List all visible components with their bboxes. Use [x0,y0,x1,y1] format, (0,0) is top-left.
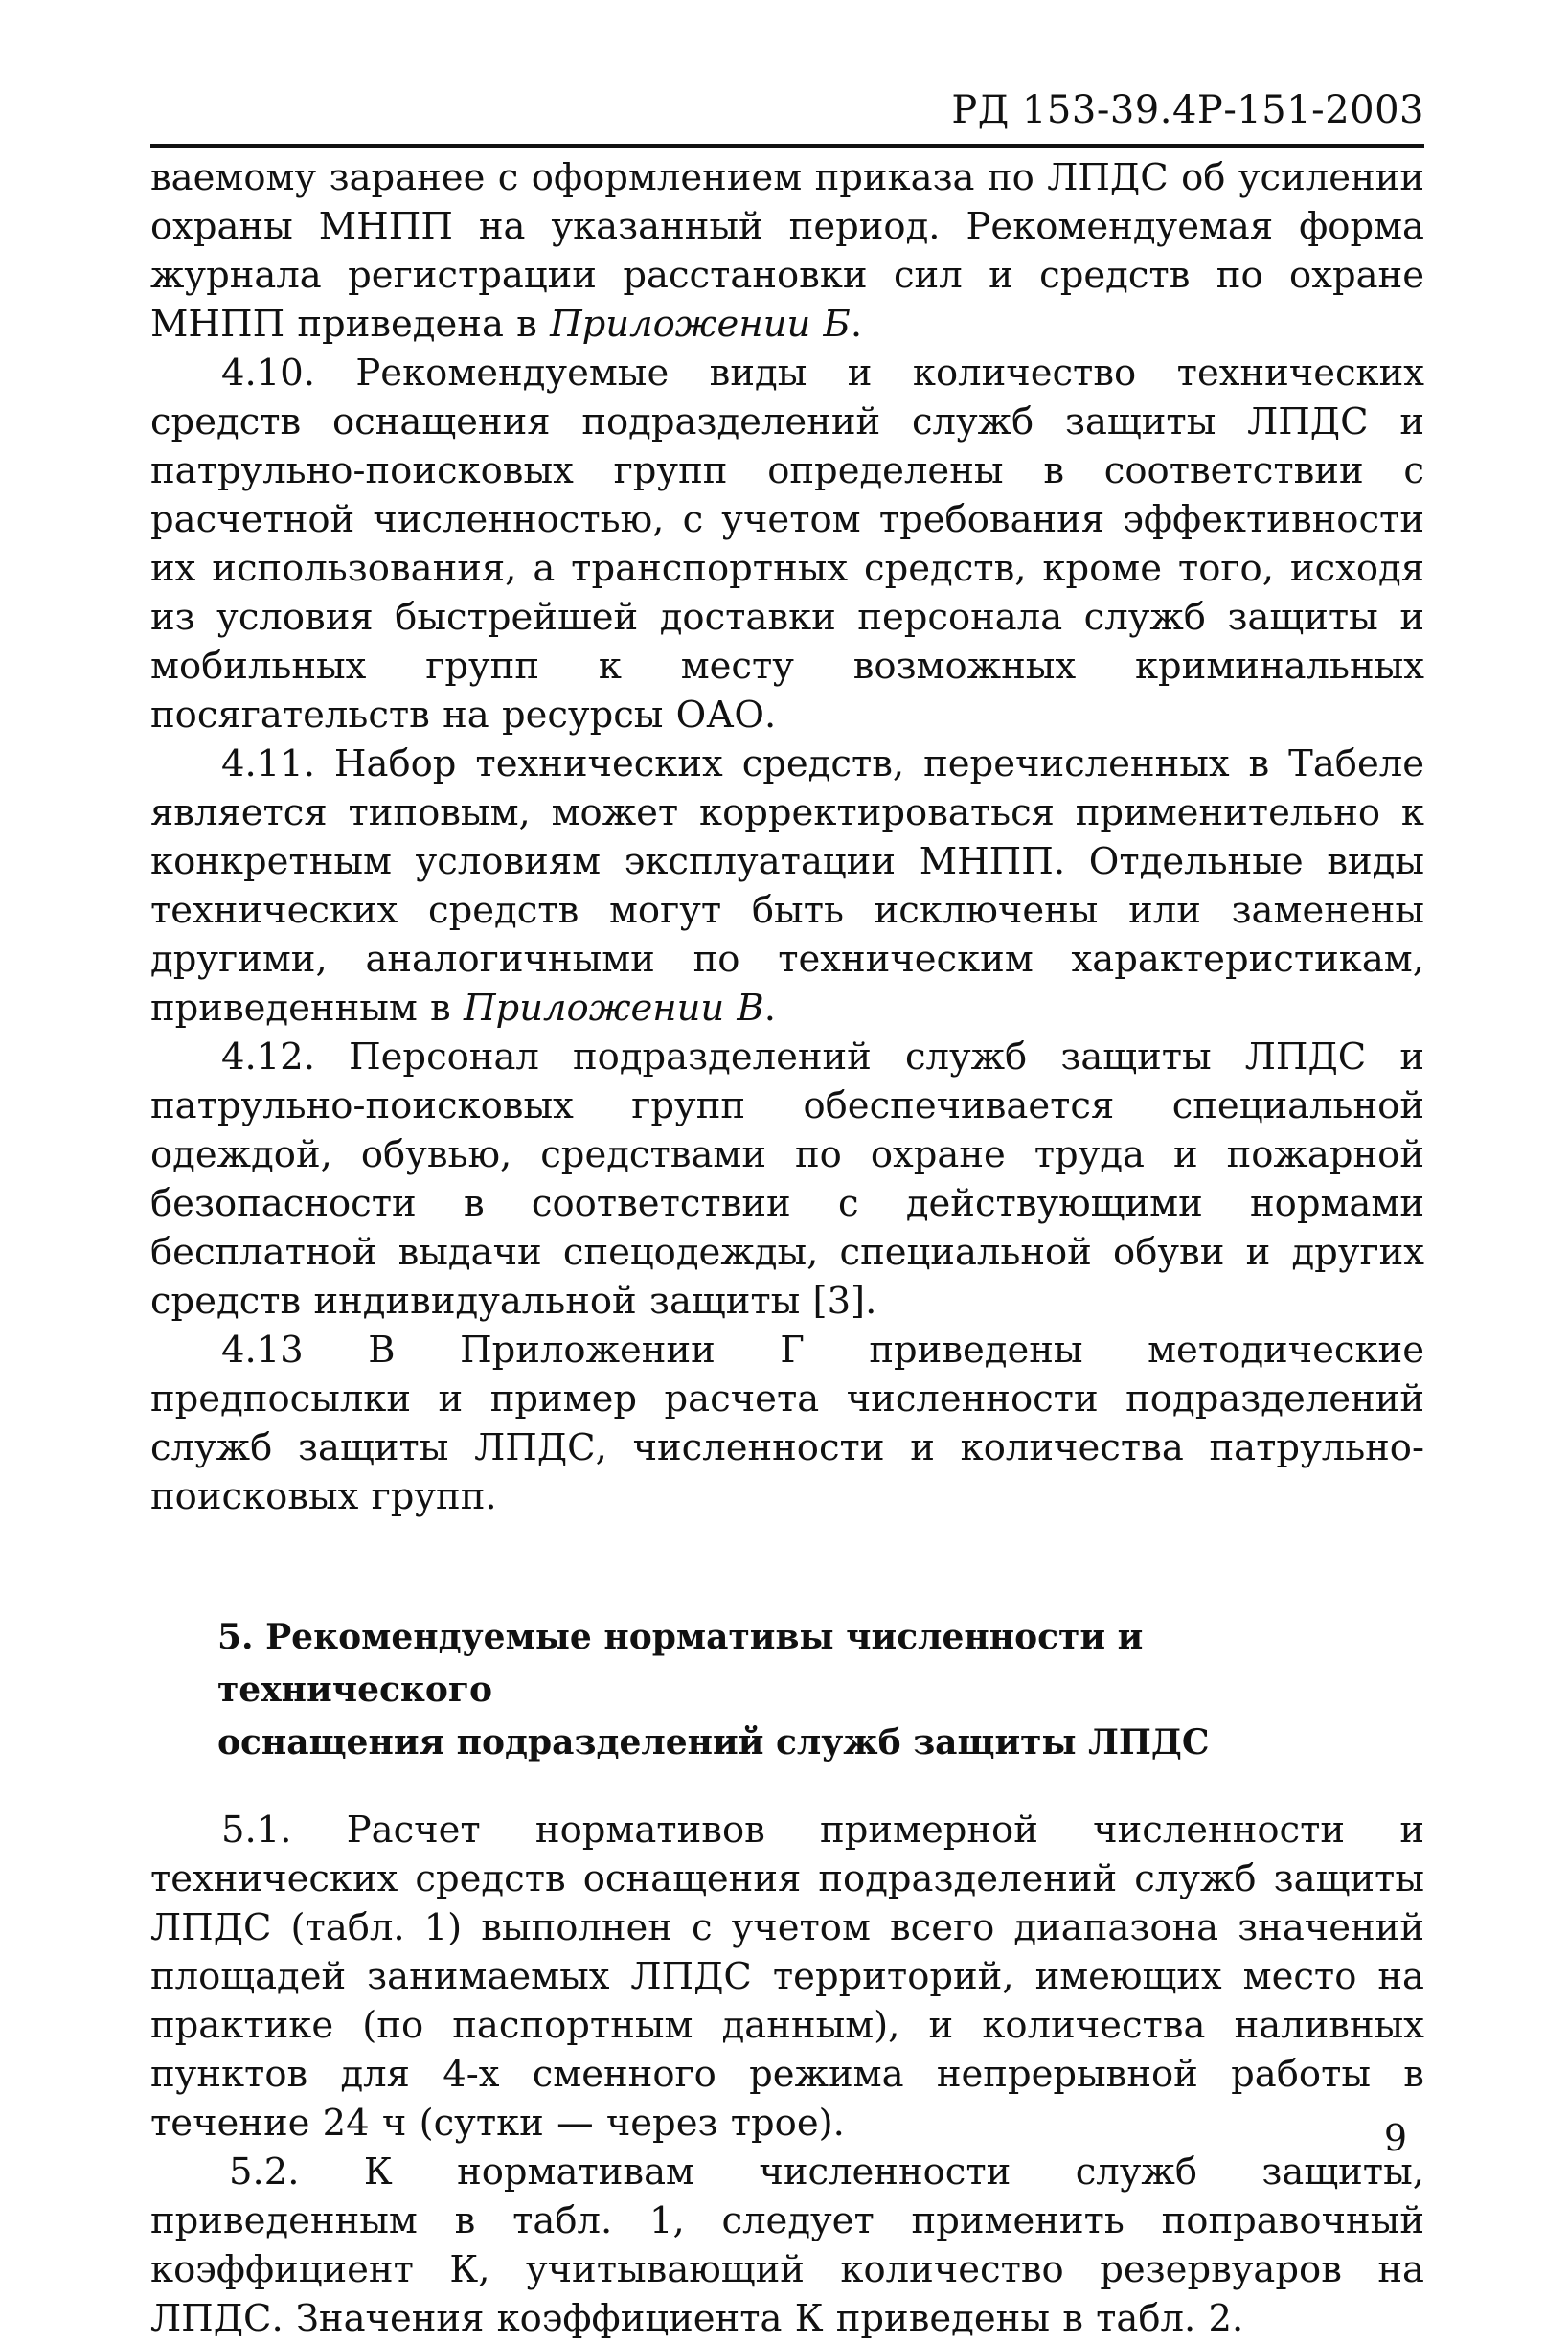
paragraph-continuation [150,153,1424,349]
heading-spacer [150,1769,1424,1806]
paragraph-5-1: 5.1. Расчет нормативов примерной численности и технических средств оснащения подразделений служб защиты ЛПДС (табл. 1) выполнен с учетом всего диапазона значений площадей занимаемых ЛПДС территорий, имеющих место на практике (по паспортным данным), и количества наливных пунктов для 4-х сменного режима непрерывной работы в течение 24 ч (сутки — через трое). [150,1808,1424,2145]
paragraph-4-11-end: . [763,987,776,1030]
section-5-heading [217,1611,1424,1769]
document-code: РД 153-39.4Р-151-2003 [951,88,1424,132]
page-body [150,153,1424,2343]
section-5-heading-line-2: оснащения подразделений служб защиты ЛПДС [217,1722,1210,1763]
paragraph-4-10: 4.10. Рекомендуемые виды и количество технических средств оснащения подразделений служб защиты ЛПДС и патрульно-поисковых групп определены в соответствии с расчетной численностью, с учетом требования эффективности их использования, а транспортных средств, кроме того, исходя из условия быстрейшей доставки персонала служб защиты и мобильных групп к месту возможных криминальных посягательств на ресурсы ОАО. [150,352,1424,737]
section-5-heading-line-1: 5. Рекомендуемые нормативы численности и технического [217,1617,1144,1710]
paragraph-4-12: 4.12. Персонал подразделений служб защиты ЛПДС и патрульно-поисковых групп обеспечивается специальной одеждой, обувью, средствами по охране труда и пожарной безопасности в соответствии с действующими нормами бесплатной выдачи спецодежды, специальной обуви и других средств индивидуальной защиты [3]. [150,1035,1424,1323]
paragraph-continuation-end: . [850,303,863,346]
paragraph-continuation-text: ваемому заранее с оформлением приказа по ЛПДС об усилении охраны МНПП на указанный период. Рекомендуемая форма журнала регистрации расстановки сил и средств по охране МНПП приведена в [150,156,1424,346]
paragraph-4-11-text: 4.11. Набор технических средств, перечисленных в Табеле является типовым, может корректироваться применительно к конкретным условиям эксплуатации МНПП. Отдельные виды технических средств могут быть исключены или заменены другими, аналогичными по техническим характеристикам, приведенным в [150,742,1424,1030]
paragraph-5-2: 5.2. К нормативам численности служб защиты, приведенным в табл. 1, следует применить поправочный коэффициент К, учитывающий количество резервуаров на ЛПДС. Значения коэффициента К приведены в табл. 2. [150,2150,1424,2340]
appendix-v-reference: Приложении В [463,987,764,1030]
appendix-b-reference: Приложении Б [550,303,851,346]
page-number: 9 [1383,2117,1407,2159]
section-spacer [150,1521,1424,1611]
paragraph-4-13: 4.13 В Приложении Г приведены методические предпосылки и пример расчета численности подразделений служб защиты ЛПДС, численности и количества патрульно-поисковых групп. [150,1329,1424,1518]
header-divider [150,144,1424,148]
paragraph-4-11 [150,739,1424,1033]
